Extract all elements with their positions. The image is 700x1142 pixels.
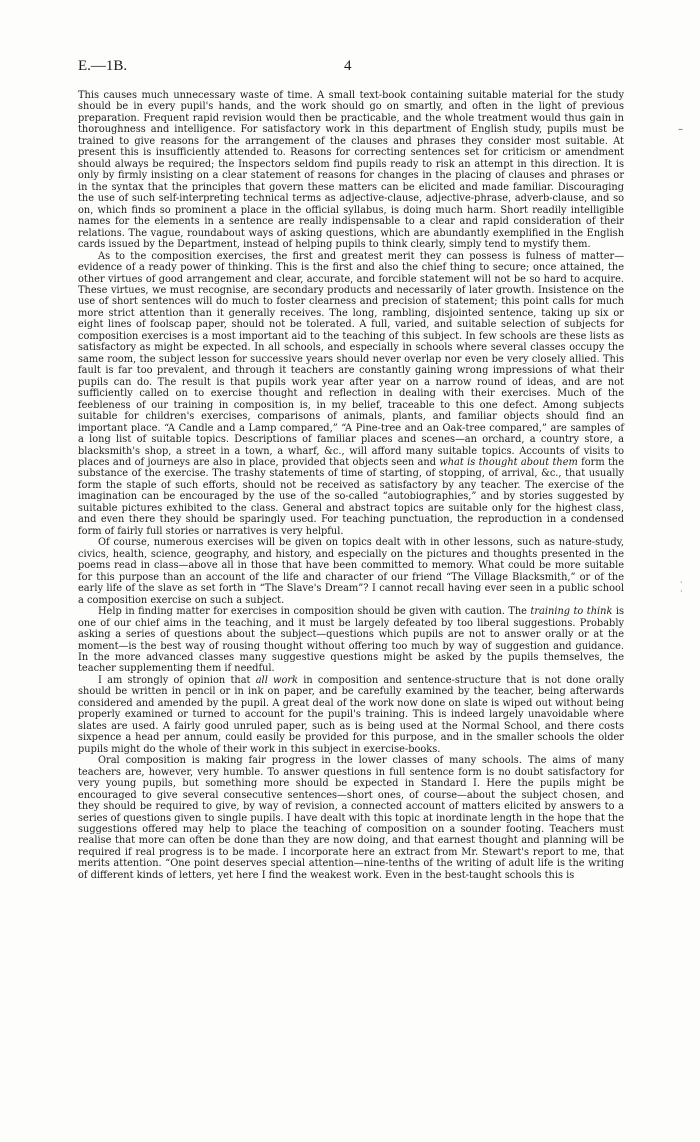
- page-header: [78, 58, 626, 76]
- text-run: Of course, numerous exercises will be given on topics dealt with in other lessons, such as nature-study, civics, health, science, geography, and history, and especially on the pictures and thoughts presented in the poems read in class—above all in those that have been committed to memory. What could be more suitable for this purpose than an account of the life and character of our friend “The Village Blacksmith,” or of the early life of the slave as set forth in “The Slave's Dream”? I cannot recall having ever seen in a public school a composition exercise on such a subject.: [78, 537, 624, 606]
- text-run: Help in finding matter for exercises in composition should be given with caution. The: [98, 606, 531, 618]
- margin-dot-mark: · ·: [680, 578, 683, 596]
- body-text: [78, 90, 624, 881]
- paragraph-3: [78, 537, 624, 606]
- paragraph-6: [78, 755, 624, 881]
- paragraph-5: [78, 675, 624, 755]
- page-number: 4: [344, 58, 352, 74]
- text-run: This causes much unnecessary waste of time. A small text-book containing suitable material for the study should be in every pupil's hands, and the work should go on smartly, and often in the light of previous preparation. Frequent rapid revision would then be practicable, and the whole treatment would thus gain in thoroughness and intelligence. For satisfactory work in this department of English study, pupils must be trained to give reasons for the arrangement of the clauses and phrases they consider most suitable. At present this is insufficiently attended to. Reasons for correcting sentences set for criticism or amendment should always be required; the Inspectors seldom find pupils ready to risk an attempt in this direction. It is only by firmly insisting on a clear statement of reasons for changes in the placing of clauses and phrases or in the syntax that the principles that govern these matters can be elicited and made familiar. Discouraging the use of such self-interpreting technical terms as adjective-clause, adjective-phrase, adverb-clause, and so on, which finds so prominent a place in the official syllabus, is doing much harm. Short readily intelligible names for the elements in a sentence are really indispensable to a clear and rapid consideration of their relations. The vague, roundabout ways of asking questions, which are abundantly exemplified in the English cards issued by the Department, instead of helping pupils to think clearly, simply tend to mystify them.: [78, 90, 624, 251]
- text-run: is one of our chief aims in the teaching, and it must be largely defeated by too liberal suggestions. Probably asking a series of questions about the subject—questions which pupils are not to answer orally or at the moment—is the best way of rousing thought without offering too much by way of suggestion and guidance. In the more advanced classes many suggestive questions might be asked by the pupils themselves, the teacher supplementing them if needful.: [78, 606, 624, 675]
- text-run: I am strongly of opinion that: [98, 674, 256, 686]
- italic-text: training to think: [530, 606, 613, 618]
- document-reference: E.—1B.: [78, 58, 128, 74]
- text-run: in composition and sentence-structure that is not done orally should be written in pencil or in ink on paper, and be carefully examined by the teacher, being afterwards considered and amended by the pupil. A great deal of the work now done on slate is wiped out without being properly examined or turned to account for the pupil's training. This is indeed largely unavoidable where slates are used. A fairly good unruled paper, such as is being used at the Normal School, and there costs sixpence a head per annum, could easily be provided for this purpose, and in the smaller schools the older pupils might do the whole of their work in this subject in exercise-books.: [78, 674, 625, 755]
- margin-dash-mark: –: [678, 124, 683, 135]
- paragraph-1: [78, 90, 624, 251]
- paragraph-2: [78, 251, 624, 538]
- text-run: Oral composition is making fair progress in the lower classes of many schools. The aims of many teachers are, however, very humble. To answer questions in full sentence form is no doubt satisfactory for very young pupils, but something more should be expected in Standard I. Here the pupils might be encouraged to give several consecutive sentences—short ones, of course—about the subject chosen, and they should be required to give, by way of revision, a connected account of matters elicited by answers to a series of questions given to single pupils. I have dealt with this topic at inordinate length in the hope that the suggestions offered may help to place the teaching of composition on a sounder footing. Teachers must realise that more can often be done than they are now doing, and that earnest thought and planning will be required if real progress is to be made. I incorporate here an extract from Mr. Stewart's report to me, that merits attention. “One point deserves special attention—nine-tenths of the writing of adult life is the writing of different kinds of letters, yet here I find the weakest work. Even in the best-taught schools this is: [78, 755, 624, 881]
- text-run: form the substance of the exercise. The trashy statements of time of starting, of stopping, of arrival, &c., that usually form the staple of such efforts, should not be received as satisfactory by any teacher. The exercise of the imagination can be encouraged by the use of the so-called “autobiographies,” and by stories suggested by suitable pictures exhibited to the class. General and abstract topics are suitable only for the highest class, and even there they should be sparingly used. For teaching punctuation, the reproduction in a condensed form of fairly full stories or narratives is very helpful.: [78, 457, 625, 537]
- italic-text: what is thought about them: [439, 457, 578, 468]
- paragraph-4: [78, 606, 624, 675]
- text-run: As to the composition exercises, the first and greatest merit they can possess is fulness of matter—evidence of a ready power of thinking. This is the first and also the chief thing to secure; once attained, the other virtues of good arrangement and clear, accurate, and forcible statement will not be so hard to acquire. These virtues, we must recognise, are secondary products and necessarily of later growth. Insistence on the use of short sentences will do much to foster clearness and precision of statement; this point calls for much more strict attention than it generally receives. The long, rambling, disjointed sentence, taking up six or eight lines of foolscap paper, should not be tolerated. A full, varied, and suitable selection of subjects for composition exercises is a most important aid to the teaching of this subject. In few schools are these lists as satisfactory as might be expected. In all schools, and especially in schools where several classes occupy the same room, the subject lesson for successive years should never overlap nor even be very closely allied. This fault is far too prevalent, and through it teachers are constantly gaining wrong impressions of what their pupils can do. The result is that pupils work year after year on a narrow round of ideas, and are not sufficiently called on to exercise thought and reflection in dealing with their exercises. Much of the feebleness of our training in composition is, in my belief, traceable to this one defect. Among subjects suitable for children's exercises, comparisons of animals, plants, and familiar objects should find an important place. “A Candle and a Lamp compared,” “A Pine-tree and an Oak-tree compared,” are samples of a long list of suitable topics. Descriptions of familiar places and scenes—an orchard, a country store, a blacksmith's shop, a street in a town, a wharf, &c., will afford many suitable topics. Accounts of visits to places and of journeys are also in place, provided that objects seen and: [78, 250, 624, 468]
- italic-text: all work: [255, 674, 298, 686]
